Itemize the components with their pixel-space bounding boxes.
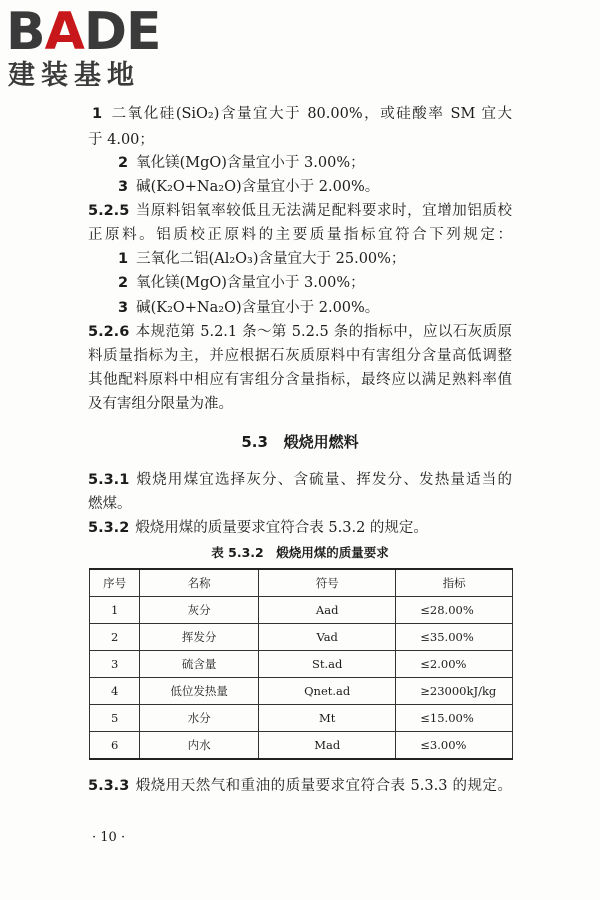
- cell-name: 灰分: [140, 597, 259, 624]
- cell-name: 低位发热量: [140, 678, 259, 705]
- table-row: [90, 732, 513, 760]
- cell-name: 内水: [140, 732, 259, 760]
- page-number: · 10 ·: [92, 830, 126, 845]
- table-header-row: [90, 569, 513, 597]
- table-row: [90, 597, 513, 624]
- cell-index: ≤15.00%: [396, 705, 513, 732]
- cell-no: 2: [90, 624, 140, 651]
- cell-symbol: St.ad: [259, 651, 396, 678]
- coal-quality-table: [89, 568, 513, 760]
- list-item: 1 二氧化硅(SiO₂)含量宜大于 80.00%，或硅酸率 SM 宜大: [92, 106, 512, 122]
- logo-wordmark: BADE: [6, 2, 161, 62]
- header-cell: 符号: [259, 569, 396, 597]
- cell-name: 挥发分: [140, 624, 259, 651]
- cell-index: ≤35.00%: [396, 624, 513, 651]
- cell-symbol: Qnet.ad: [259, 678, 396, 705]
- cell-index: ≤2.00%: [396, 651, 513, 678]
- cell-name: 水分: [140, 705, 259, 732]
- list-item-cont: 于 4.00；: [88, 132, 154, 148]
- cell-symbol: Aad: [259, 597, 396, 624]
- list-item: 2 氧化镁(MgO)含量宜小于 3.00%；: [118, 275, 365, 291]
- cell-index: ≥23000kJ/kg: [396, 678, 513, 705]
- list-item: 3 碱(K₂O+Na₂O)含量宜小于 2.00%。: [118, 300, 380, 316]
- cell-no: 4: [90, 678, 140, 705]
- table-row: [90, 624, 513, 651]
- clause-5-3-2: 5.3.2 煅烧用煤的质量要求宜符合表 5.3.2 的规定。: [88, 520, 428, 536]
- header-cell: 指标: [396, 569, 513, 597]
- table-title: 表 5.3.2 煅烧用煤的质量要求: [211, 545, 389, 560]
- cell-symbol: Mad: [259, 732, 396, 760]
- section-heading: 5.3 煅烧用燃料: [241, 433, 359, 451]
- cell-no: 6: [90, 732, 140, 760]
- header-cell: 序号: [90, 569, 140, 597]
- clause-text: 其他配料原料中相应有害组分含量指标，最终应以满足熟料率值: [88, 372, 512, 388]
- clause-5-3-3: 5.3.3 煅烧用天然气和重油的质量要求宜符合表 5.3.3 的规定。: [88, 778, 512, 794]
- table-row: [90, 678, 513, 705]
- table-row: [90, 651, 513, 678]
- cell-no: 1: [90, 597, 140, 624]
- clause-5-3-1: 5.3.1 煅烧用煤宜选择灰分、含硫量、挥发分、发热量适当的: [88, 472, 512, 488]
- clause-text: 料质量指标为主，并应根据石灰质原料中有害组分含量高低调整: [88, 348, 512, 364]
- logo-subtitle: 建装基地: [8, 60, 140, 91]
- clause-text: 及有害组分限量为准。: [88, 396, 233, 412]
- list-item: 1 三氧化二铝(Al₂O₃)含量宜大于 25.00%；: [118, 251, 406, 267]
- table-row: [90, 705, 513, 732]
- cell-name: 硫含量: [140, 651, 259, 678]
- header-cell: 名称: [140, 569, 259, 597]
- cell-index: ≤3.00%: [396, 732, 513, 760]
- cell-no: 5: [90, 705, 140, 732]
- cell-symbol: Mt: [259, 705, 396, 732]
- site-logo: [6, 4, 176, 94]
- list-item: 3 碱(K₂O+Na₂O)含量宜小于 2.00%。: [118, 179, 380, 195]
- list-item: 2 氧化镁(MgO)含量宜小于 3.00%；: [118, 155, 365, 171]
- cell-symbol: Vad: [259, 624, 396, 651]
- cell-index: ≤28.00%: [396, 597, 513, 624]
- clause-5-2-6: 5.2.6 本规范第 5.2.1 条～第 5.2.5 条的指标中，应以石灰质原: [88, 324, 512, 340]
- cell-no: 3: [90, 651, 140, 678]
- clause-text: 正原料。铝质校正原料的主要质量指标宜符合下列规定：: [88, 227, 512, 243]
- clause-5-2-5: 5.2.5 当原料铝氧率较低且无法满足配料要求时，宜增加铝质校: [88, 203, 512, 219]
- clause-text: 燃煤。: [88, 496, 132, 512]
